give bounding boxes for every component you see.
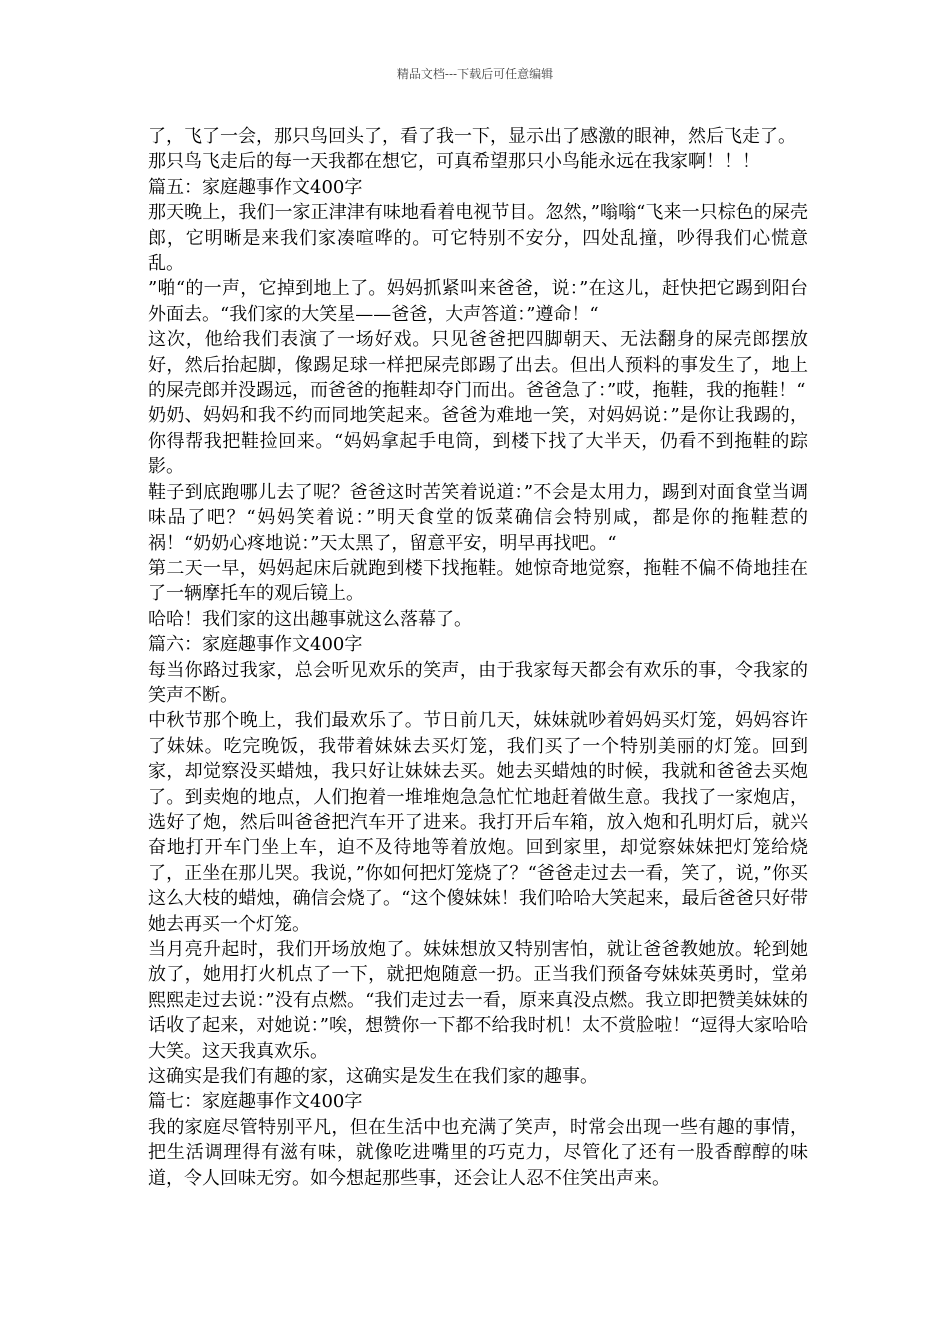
paragraph: 中秋节那个晚上，我们最欢乐了。节日前几天，妹妹就吵着妈妈买灯笼，妈妈容许了妹妹。吃完晚饭，我带着妹妹去买灯笼，我们买了一个特别美丽的灯笼。回到家，却觉察没买蜡烛，我只好让妹妹去买。她去买蜡烛的时候，我就和爸爸去买炮了。到卖炮的地点，人们抱着一堆堆炮急急忙忙地赶着做生意。我找了一家炮店，选好了炮，然后叫爸爸把汽车开了进来。我打开后车箱，放入炮和孔明灯后，就兴奋地打开车门坐上车，迫不及待地等着放炮。回到家里，却觉察妹妹把灯笼给烧了，正坐在那儿哭。我说，”你如何把灯笼烧了？“爸爸走过去一看，笑了，说，”你买这么大枝的蜡烛，确信会烧了。“这个傻妹妹！我们哈哈大笑起来，最后爸爸只好带她去再买一个灯笼。 bbox=[148, 710, 808, 935]
paragraph: 那天晚上，我们一家正津津有味地看着电视节目。忽然，”嗡嗡“飞来一只棕色的屎壳郎，它明晰是来我们家凑喧哗的。可它特别不安分，四处乱撞，吵得我们心慌意乱。 bbox=[148, 202, 808, 275]
paragraph: 这确实是我们有趣的家，这确实是发生在我们家的趣事。 bbox=[148, 1066, 598, 1088]
document-body bbox=[148, 124, 808, 1191]
section-heading: 篇五：家庭趣事作文400字 bbox=[148, 176, 363, 198]
page-header: 精品文档---下载后可任意编辑 bbox=[396, 67, 554, 81]
section-heading: 篇七：家庭趣事作文400字 bbox=[148, 1091, 363, 1113]
paragraph: 了，飞了一会，那只鸟回头了，看了我一下，显示出了感激的眼神，然后飞走了。 bbox=[148, 126, 796, 147]
paragraph: ”啪“的一声，它掉到地上了。妈妈抓紧叫来爸爸，说：”在这儿，赶快把它踢到阳台外面去。“我们家的大笑星——爸爸，大声答道：”遵命！“ bbox=[148, 278, 808, 325]
section-heading: 篇六：家庭趣事作文400字 bbox=[148, 634, 363, 656]
paragraph: 当月亮升起时，我们开场放炮了。妹妹想放又特别害怕，就让爸爸教她放。轮到她放了，她用打火机点了一下，就把炮随意一扔。正当我们预备夸妹妹英勇时，堂弟熙熙走过去说：”没有点燃。“我们走过去一看，原来真没点燃。我立即把赞美妹妹的话收了起来，对她说：”唉，想赞你一下都不给我时机！太不赏脸啦！“逗得大家哈哈大笑。这天我真欢乐。 bbox=[148, 939, 808, 1062]
paragraph: 这次，他给我们表演了一场好戏。只见爸爸把四脚朝天、无法翻身的屎壳郎摆放好，然后抬起脚，像踢足球一样把屎壳郎踢了出去。但出人预料的事发生了，地上的屎壳郎并没踢远，而爸爸的拖鞋却夺门而出。爸爸急了：”哎，拖鞋，我的拖鞋！“ bbox=[148, 329, 808, 402]
paragraph: 奶奶、妈妈和我不约而同地笑起来。爸爸为难地一笑，对妈妈说：”是你让我踢的，你得帮我把鞋捡回来。“妈妈拿起手电筒，到楼下找了大半天，仍看不到拖鞋的踪影。 bbox=[148, 405, 808, 478]
paragraph: 那只鸟飞走后的每一天我都在想它，可真希望那只小鸟能永远在我家啊！！！ bbox=[148, 151, 760, 173]
paragraph: 每当你路过我家，总会听见欢乐的笑声，由于我家每天都会有欢乐的事，令我家的笑声不断。 bbox=[148, 659, 808, 706]
paragraph: 我的家庭尽管特别平凡，但在生活中也充满了笑声，时常会出现一些有趣的事情，把生活调理得有滋有味，就像吃进嘴里的巧克力，尽管化了还有一股香醇醇的味道，令人回味无穷。如今想起那些事，还会让人忍不住笑出声来。 bbox=[148, 1116, 808, 1189]
paragraph: 哈哈！我们家的这出趣事就这么落幕了。 bbox=[148, 608, 472, 630]
paragraph: 第二天一早，妈妈起床后就跑到楼下找拖鞋。她惊奇地觉察，拖鞋不偏不倚地挂在了一辆摩托车的观后镜上。 bbox=[148, 557, 808, 605]
paragraph: 鞋子到底跑哪儿去了呢？爸爸这时苦笑着说道：”不会是太用力，踢到对面食堂当调味品了吧？“妈妈笑着说：”明天食堂的饭菜确信会特别咸，都是你的拖鞋惹的祸！“奶奶心疼地说：”天太黑了，留意平安，明早再找吧。“ bbox=[148, 481, 808, 554]
